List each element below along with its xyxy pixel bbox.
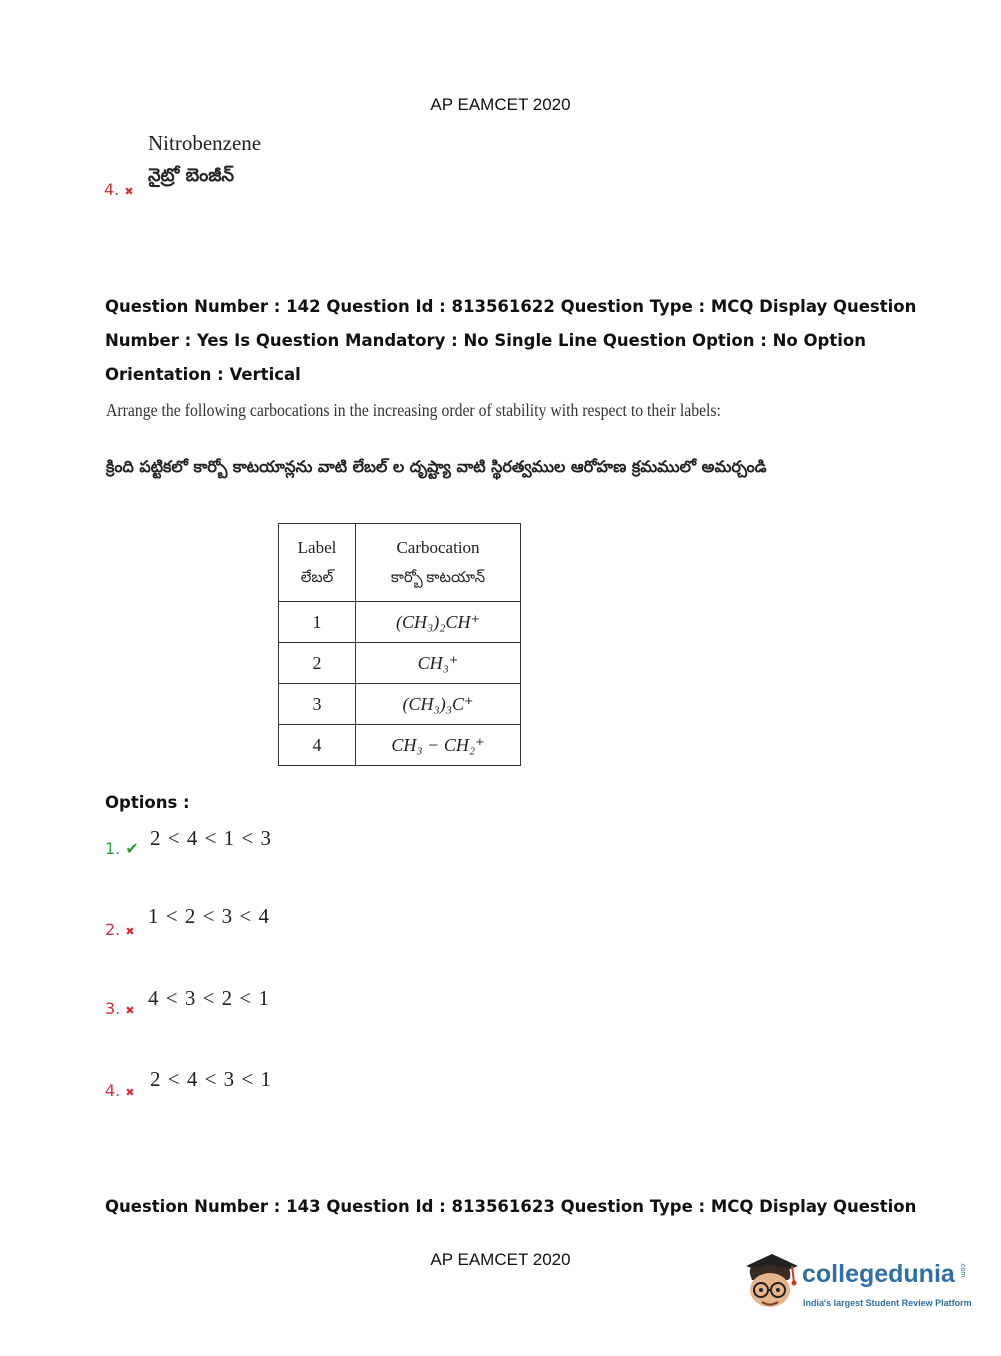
option-4-text: 2 < 4 < 3 < 1 [150, 1067, 273, 1091]
prev-option-number-label: 4. [104, 180, 120, 199]
table-header-label [279, 524, 356, 602]
cross-icon: ✖ [125, 1004, 135, 1017]
cross-icon: ✖ [125, 1086, 135, 1099]
option-3-text: 4 < 3 < 2 < 1 [148, 986, 271, 1010]
row-label: 1 [279, 602, 356, 643]
row-formula: CH₃⁺ [356, 643, 521, 684]
header-label-telugu: లేబల్ [300, 569, 334, 586]
row-label: 4 [279, 725, 356, 766]
table-header-row [279, 524, 521, 602]
prev-option-english: Nitrobenzene [148, 131, 262, 155]
table-row [279, 602, 521, 643]
carbocation-table [278, 523, 521, 766]
page-header-title: AP EAMCET 2020 [430, 95, 571, 114]
row-label: 2 [279, 643, 356, 684]
row-formula: CH₃ − CH₂⁺ [356, 725, 521, 766]
prev-option-number [104, 180, 134, 199]
question-meta-line-3: Orientation : Vertical [105, 365, 301, 384]
check-icon: ✔ [125, 839, 139, 858]
option-1-text: 2 < 4 < 1 < 3 [150, 826, 273, 850]
next-question-meta-line-1: Question Number : 143 Question Id : 813561623 Question Type : MCQ Display Question [105, 1197, 917, 1216]
option-2[interactable] [105, 920, 135, 939]
option-number: 2. [105, 920, 121, 939]
row-formula: (CH₃)₂CH⁺ [356, 602, 521, 643]
collegedunia-logo[interactable] [742, 1250, 972, 1315]
logo-wordmark: collegedunia [802, 1260, 955, 1288]
header-label-english: Label [297, 537, 337, 557]
option-1[interactable] [105, 839, 139, 858]
question-text-telugu: క్రింది పట్టికలో కార్బో కాటయాన్లను వాటి లేబల్ ల దృష్ట్యా వాటి స్థిరత్వముల ఆరోహణ క్రమములో అమర్చండి [106, 457, 767, 476]
option-4[interactable] [105, 1081, 135, 1100]
option-number: 3. [105, 999, 121, 1018]
header-carbocation-english: Carbocation [396, 537, 480, 557]
option-number: 1. [105, 839, 121, 858]
question-text-english: Arrange the following carbocations in the increasing order of stability with respect to their labels: [106, 400, 721, 420]
option-3[interactable] [105, 999, 135, 1018]
mascot-icon [742, 1250, 800, 1312]
cross-icon: ✖ [125, 925, 135, 938]
option-number: 4. [105, 1081, 121, 1100]
option-2-text: 1 < 2 < 3 < 4 [148, 904, 271, 928]
table-row [279, 643, 521, 684]
prev-option-telugu: నైట్రో బెంజీన్ [148, 165, 235, 186]
question-meta-line-1: Question Number : 142 Question Id : 813561622 Question Type : MCQ Display Question [105, 297, 917, 316]
cross-icon: ✖ [124, 185, 134, 198]
row-label: 3 [279, 684, 356, 725]
logo-tagline: India's largest Student Review Platform [803, 1298, 972, 1308]
table-row [279, 684, 521, 725]
row-formula: (CH₃)₃C⁺ [356, 684, 521, 725]
logo-suffix: .com [959, 1262, 966, 1278]
question-meta-line-2: Number : Yes Is Question Mandatory : No Single Line Question Option : No Option [105, 331, 866, 350]
header-carbocation-telugu: కార్బో కాటయాన్ [390, 569, 486, 586]
page-footer-title: AP EAMCET 2020 [430, 1250, 571, 1269]
options-heading: Options : [105, 793, 190, 812]
table-header-carbocation [356, 524, 521, 602]
table-row [279, 725, 521, 766]
